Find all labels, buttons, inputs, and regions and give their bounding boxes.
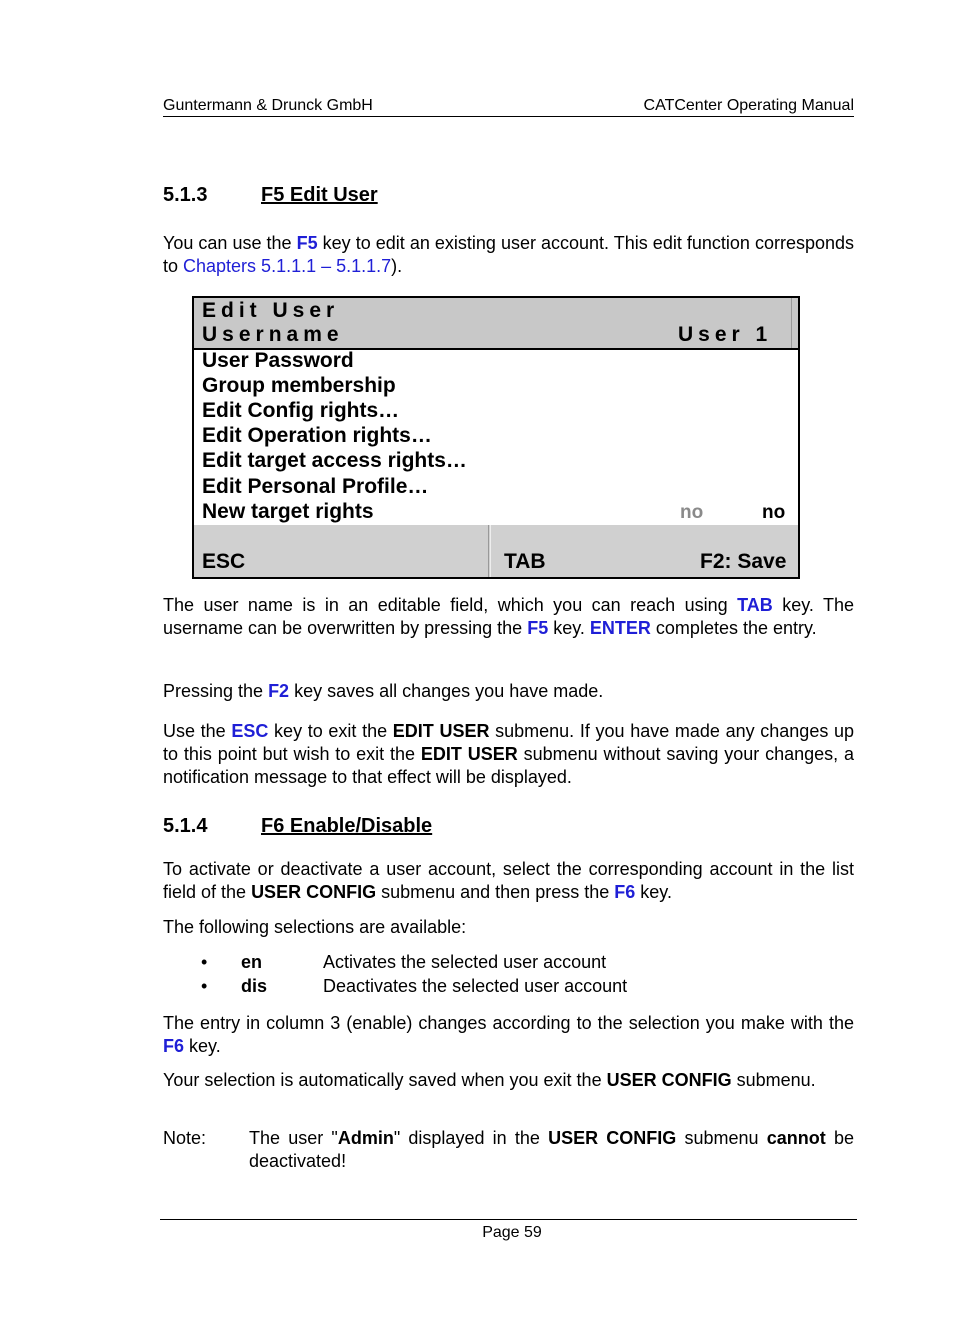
key-esc: ESC bbox=[231, 721, 269, 741]
section-heading-514 bbox=[163, 815, 854, 841]
footer-rule bbox=[160, 1219, 857, 1220]
paragraph-username-edit: The user name is in an editable field, which you can reach using TAB key. The username can be overwritten by pressing the F5 key. ENTER completes the entry. bbox=[163, 595, 855, 638]
note bbox=[163, 1127, 854, 1175]
footer-tab[interactable]: TAB bbox=[504, 550, 546, 573]
screen-title-bar bbox=[194, 298, 798, 350]
selection-list: • en Activates the selected user account • dis Deactivates the selected user account bbox=[201, 952, 628, 996]
menu-item-edit-target-access-rights[interactable]: Edit target access rights… bbox=[202, 449, 467, 472]
note-label: Note: bbox=[163, 1128, 207, 1148]
screen-footer bbox=[194, 525, 798, 577]
note-text: The user "Admin" displayed in the USER CONFIG submenu cannot be deactivated! bbox=[249, 1128, 854, 1171]
section-title: F5 Edit User bbox=[261, 184, 378, 206]
paragraph-activate: To activate or deactivate a user account, select the corresponding account in the list field of the USER CONFIG submenu and then press the F6 key. bbox=[163, 859, 854, 902]
chapter-link[interactable]: Chapters 5.1.1.1 – 5.1.1.7 bbox=[183, 256, 392, 276]
paragraph-autosave: Your selection is automatically saved when you exit the USER CONFIG submenu. bbox=[163, 1070, 816, 1090]
page-header bbox=[163, 97, 854, 117]
section-heading-513 bbox=[163, 184, 854, 210]
menu-item-group-membership[interactable]: Group membership bbox=[202, 374, 396, 397]
key-enter: ENTER bbox=[589, 618, 651, 638]
key-f2: F2 bbox=[268, 681, 290, 701]
key-f6: F6 bbox=[163, 1036, 185, 1056]
paragraph-intro: You can use the F5 key to edit an existing user account. This edit function corresponds to Chapters 5.1.1.1 – 5.1.1.7). bbox=[163, 233, 855, 276]
edit-user-screen bbox=[192, 296, 800, 579]
key-f5: F5 bbox=[527, 618, 549, 638]
header-company: Guntermann & Drunck GmbH bbox=[163, 97, 373, 114]
paragraph-column3: The entry in column 3 (enable) changes according to the selection you make with the F6 key. bbox=[163, 1013, 854, 1056]
username-field[interactable]: User 1 bbox=[678, 323, 773, 346]
page-number: Page 59 bbox=[482, 1224, 542, 1241]
option-dis: dis bbox=[241, 976, 268, 996]
footer-esc[interactable]: ESC bbox=[202, 550, 246, 573]
section-number: 5.1.3 bbox=[163, 184, 208, 206]
footer-save[interactable]: F2: Save bbox=[700, 550, 787, 573]
section-title: F6 Enable/Disable bbox=[261, 815, 433, 837]
key-f6: F6 bbox=[614, 882, 636, 902]
paragraph-selections: The following selections are available: bbox=[163, 917, 467, 937]
key-f5: F5 bbox=[296, 233, 318, 253]
new-target-rights-value[interactable]: no bbox=[762, 502, 786, 523]
new-target-rights-option: no bbox=[680, 502, 704, 523]
option-en: en bbox=[241, 952, 263, 972]
menu-item-new-target-rights[interactable]: New target rights bbox=[202, 500, 374, 523]
paragraph-save: Pressing the F2 key saves all changes you have made. bbox=[163, 681, 604, 701]
menu-item-edit-config-rights[interactable]: Edit Config rights… bbox=[202, 399, 400, 422]
menu-item-user-password[interactable]: User Password bbox=[202, 349, 354, 372]
username-label: Username bbox=[202, 323, 344, 346]
screen-title: Edit User bbox=[202, 299, 340, 322]
key-tab: TAB bbox=[737, 595, 773, 615]
menu-item-edit-personal-profile[interactable]: Edit Personal Profile… bbox=[202, 475, 429, 498]
section-number: 5.1.4 bbox=[163, 815, 208, 837]
paragraph-exit: Use the ESC key to exit the EDIT USER submenu. If you have made any changes up to this point but wish to exit the EDIT USER submenu without saving your changes, a notification message to that effect will be displayed. bbox=[163, 721, 855, 787]
menu-item-edit-operation-rights[interactable]: Edit Operation rights… bbox=[202, 424, 432, 447]
header-manual-title: CATCenter Operating Manual bbox=[643, 97, 854, 114]
